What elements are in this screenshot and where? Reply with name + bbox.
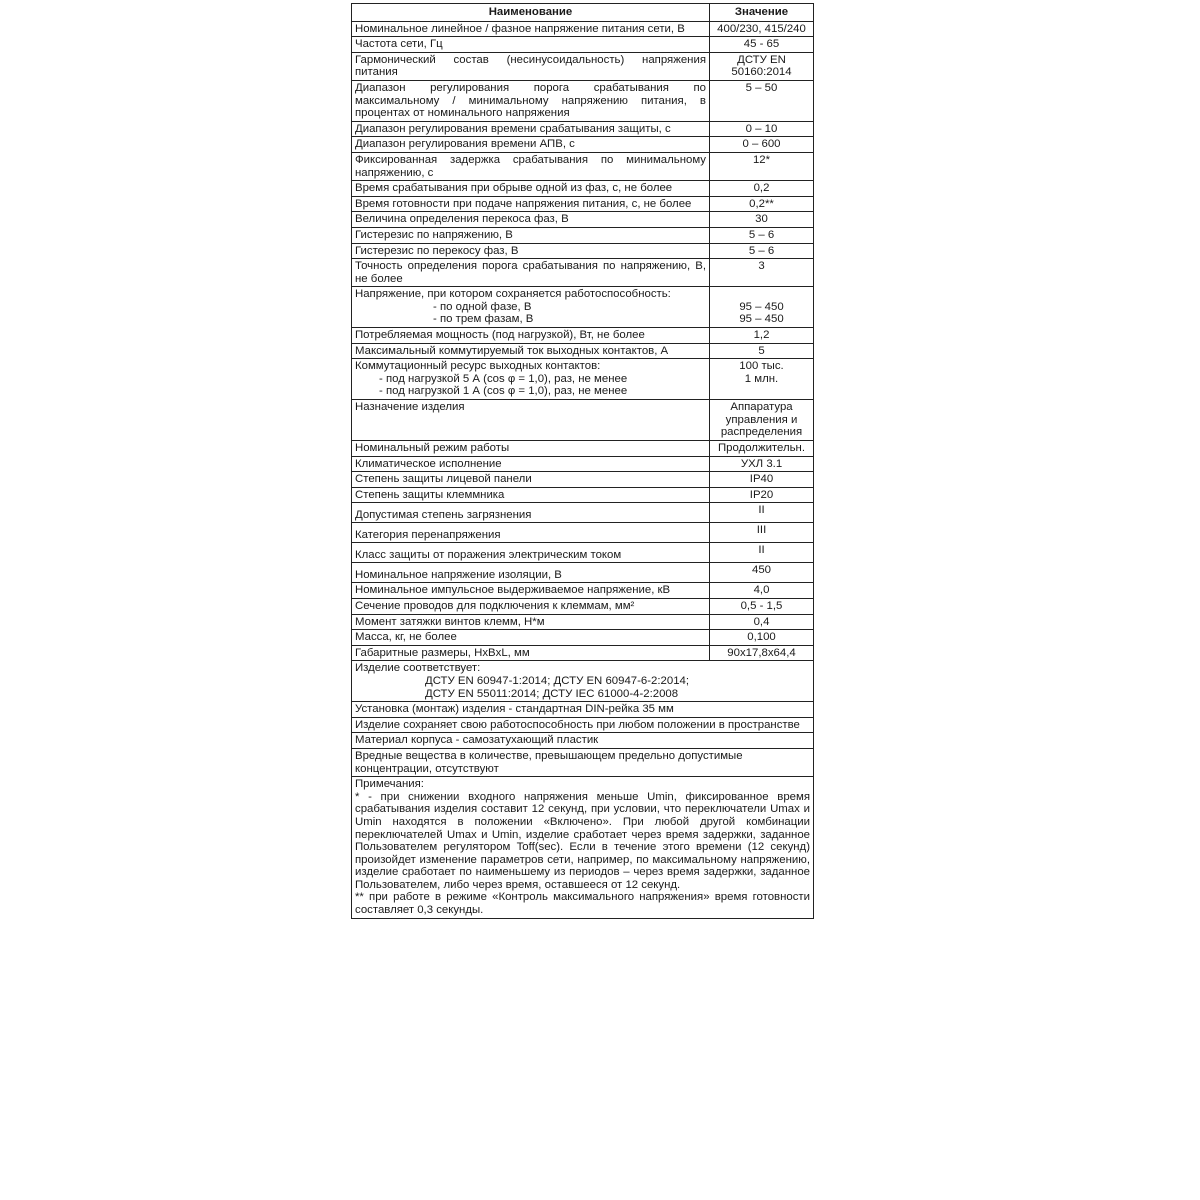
table-row: [352, 717, 814, 733]
table-row: [352, 328, 814, 344]
table-row: [352, 487, 814, 503]
table-row: [352, 212, 814, 228]
param-value: 400/230, 415/240: [710, 21, 814, 37]
param-name: Масса, кг, не более: [352, 630, 710, 646]
table-row: [352, 599, 814, 615]
param-value: II: [710, 503, 814, 523]
param-name: Частота сети, Гц: [352, 37, 710, 53]
voltage-range-values: [710, 287, 814, 328]
param-name: Категория перенапряжения: [352, 523, 710, 543]
table-row: [352, 441, 814, 457]
param-value: 3: [710, 259, 814, 287]
table-header-row: [352, 4, 814, 22]
param-name: Номинальный режим работы: [352, 441, 710, 457]
param-value: 5 – 6: [710, 243, 814, 259]
param-value: ДСТУ EN 50160:2014: [710, 52, 814, 80]
param-name: Диапазон регулирования порога срабатывания по максимальному / минимальному напряжению питания, в процентах от номинального напряжения: [352, 80, 710, 121]
param-name: Время готовности при подаче напряжения питания, с, не более: [352, 196, 710, 212]
voltage-range-cell: [352, 287, 710, 328]
param-name: Гармонический состав (несинусоидальность) напряжения питания: [352, 52, 710, 80]
notes-title: Примечания:: [355, 778, 424, 791]
note-2: ** при работе в режиме «Контроль максимального напряжения» время готовности составляет 0,3 секунды.: [355, 891, 810, 917]
param-name: Габаритные размеры, HxBxL, мм: [352, 645, 710, 661]
param-value: Продолжительн.: [710, 441, 814, 457]
sub-item: - по трем фазам, В: [433, 313, 534, 326]
param-value: 0,2**: [710, 196, 814, 212]
param-name: Потребляемая мощность (под нагрузкой), Вт, не более: [352, 328, 710, 344]
table-row: [352, 37, 814, 53]
param-name: Величина определения перекоса фаз, В: [352, 212, 710, 228]
table-row: [352, 137, 814, 153]
table-row: [352, 243, 814, 259]
notes-cell: [352, 777, 814, 919]
table-row: [352, 343, 814, 359]
param-name: Коммутационный ресурс выходных контактов:: [355, 360, 601, 373]
note-1: * - при снижении входного напряжения меньше Umin, фиксированное время срабатывания изделия составит 12 секунд, при условии, что переключатели Umax и Umin находятся в положении «Включено». При любой другой комбинации переключателей Umax и Umin, изделие сработает через время задержки, заданное Пользователем регулятором Toff(sec). Если в течение этого времени (12 секунд) произойдет изменение параметров сети, например, по максимальному напряжению, изделие сработает по наименьшему из периодов – через время задержки, заданное Пользователем, либо через время, оставшееся от 12 секунд.: [355, 790, 810, 891]
table-row: [352, 196, 814, 212]
param-value: 0 – 600: [710, 137, 814, 153]
conformity-cell: [352, 661, 814, 702]
specifications-table: [351, 3, 814, 919]
param-value: 4,0: [710, 583, 814, 599]
sub-item: - под нагрузкой 1 А (cos φ = 1,0), раз, не менее: [379, 385, 628, 398]
param-name: Гистерезис по перекосу фаз, В: [352, 243, 710, 259]
param-name: Степень защиты клеммника: [352, 487, 710, 503]
table-row: [352, 543, 814, 563]
param-value: IP40: [710, 472, 814, 488]
table-row: [352, 287, 814, 328]
table-row: [352, 400, 814, 441]
conformity-row: [352, 661, 814, 702]
param-name: Климатическое исполнение: [352, 456, 710, 472]
param-name: Номинальное импульсное выдерживаемое напряжение, кВ: [352, 583, 710, 599]
param-value: 0,5 - 1,5: [710, 599, 814, 615]
switching-resource-cell: [352, 359, 710, 400]
param-name: Назначение изделия: [352, 400, 710, 441]
param-value: 0,100: [710, 630, 814, 646]
param-name: Сечение проводов для подключения к клеммам, мм²: [352, 599, 710, 615]
param-value: II: [710, 543, 814, 563]
param-name: Допустимая степень загрязнения: [352, 503, 710, 523]
param-value: 5 – 6: [710, 227, 814, 243]
param-name: Номинальное линейное / фазное напряжение питания сети, В: [352, 21, 710, 37]
table-row: [352, 21, 814, 37]
param-name: Диапазон регулирования времени АПВ, с: [352, 137, 710, 153]
param-value: 0,4: [710, 614, 814, 630]
spec-sheet: [351, 3, 813, 919]
standards-line: ДСТУ EN 55011:2014; ДСТУ IEC 61000-4-2:2008: [425, 687, 679, 700]
param-value: 5 – 50: [710, 80, 814, 121]
table-row: [352, 359, 814, 400]
switching-resource-values: [710, 359, 814, 400]
mounting-text: Установка (монтаж) изделия - стандартная DIN-рейка 35 мм: [352, 702, 814, 718]
param-value: IP20: [710, 487, 814, 503]
notes-row: [352, 777, 814, 919]
param-value: 45 - 65: [710, 37, 814, 53]
table-row: [352, 645, 814, 661]
param-value: 30: [710, 212, 814, 228]
table-row: [352, 152, 814, 180]
param-value: 5: [710, 343, 814, 359]
table-row: [352, 472, 814, 488]
table-row: [352, 259, 814, 287]
param-name: Точность определения порога срабатывания по напряжению, В, не более: [352, 259, 710, 287]
table-row: [352, 614, 814, 630]
param-value: 95 – 450: [739, 313, 784, 326]
table-row: [352, 523, 814, 543]
table-row: [352, 563, 814, 583]
param-value: 95 – 450: [739, 300, 784, 313]
param-name: Фиксированная задержка срабатывания по минимальному напряжению, с: [352, 152, 710, 180]
param-name: Степень защиты лицевой панели: [352, 472, 710, 488]
param-name: Напряжение, при котором сохраняется работоспособность:: [355, 288, 671, 301]
table-row: [352, 733, 814, 749]
param-value: 12*: [710, 152, 814, 180]
param-name: Класс защиты от поражения электрическим током: [352, 543, 710, 563]
param-value: 0 – 10: [710, 121, 814, 137]
sub-item: - под нагрузкой 5 А (cos φ = 1,0), раз, не менее: [379, 372, 628, 385]
param-name: Диапазон регулирования времени срабатывания защиты, с: [352, 121, 710, 137]
table-row: [352, 227, 814, 243]
table-row: [352, 80, 814, 121]
table-row: [352, 702, 814, 718]
table-row: [352, 630, 814, 646]
table-row: [352, 181, 814, 197]
housing-material-text: Материал корпуса - самозатухающий пластик: [352, 733, 814, 749]
header-name: Наименование: [352, 4, 710, 22]
table-row: [352, 748, 814, 776]
param-value: Аппаратура управления и распределения: [710, 400, 814, 441]
table-row: [352, 456, 814, 472]
table-row: [352, 583, 814, 599]
table-row: [352, 503, 814, 523]
hazardous-substances-text: Вредные вещества в количестве, превышающем предельно допустимые концентрации, отсутствуют: [352, 748, 814, 776]
param-value: 100 тыс.: [739, 360, 784, 373]
param-value: 90x17,8x64,4: [710, 645, 814, 661]
header-value: Значение: [710, 4, 814, 22]
param-name: Максимальный коммутируемый ток выходных контактов, А: [352, 343, 710, 359]
conformity-title: Изделие соответствует:: [355, 662, 481, 675]
param-value: 450: [710, 563, 814, 583]
position-text: Изделие сохраняет свою работоспособность при любом положении в пространстве: [352, 717, 814, 733]
param-value: 1 млн.: [744, 372, 779, 385]
param-name: Номинальное напряжение изоляции, В: [352, 563, 710, 583]
table-row: [352, 121, 814, 137]
table-row: [352, 52, 814, 80]
param-name: Время срабатывания при обрыве одной из фаз, с, не более: [352, 181, 710, 197]
param-value: III: [710, 523, 814, 543]
param-name: Момент затяжки винтов клемм, Н*м: [352, 614, 710, 630]
param-value: 1,2: [710, 328, 814, 344]
standards-line: ДСТУ EN 60947-1:2014; ДСТУ EN 60947-6-2:2014;: [425, 674, 690, 687]
param-name: Гистерезис по напряжению, В: [352, 227, 710, 243]
sub-item: - по одной фазе, В: [433, 300, 532, 313]
param-value: УХЛ 3.1: [710, 456, 814, 472]
param-value: 0,2: [710, 181, 814, 197]
